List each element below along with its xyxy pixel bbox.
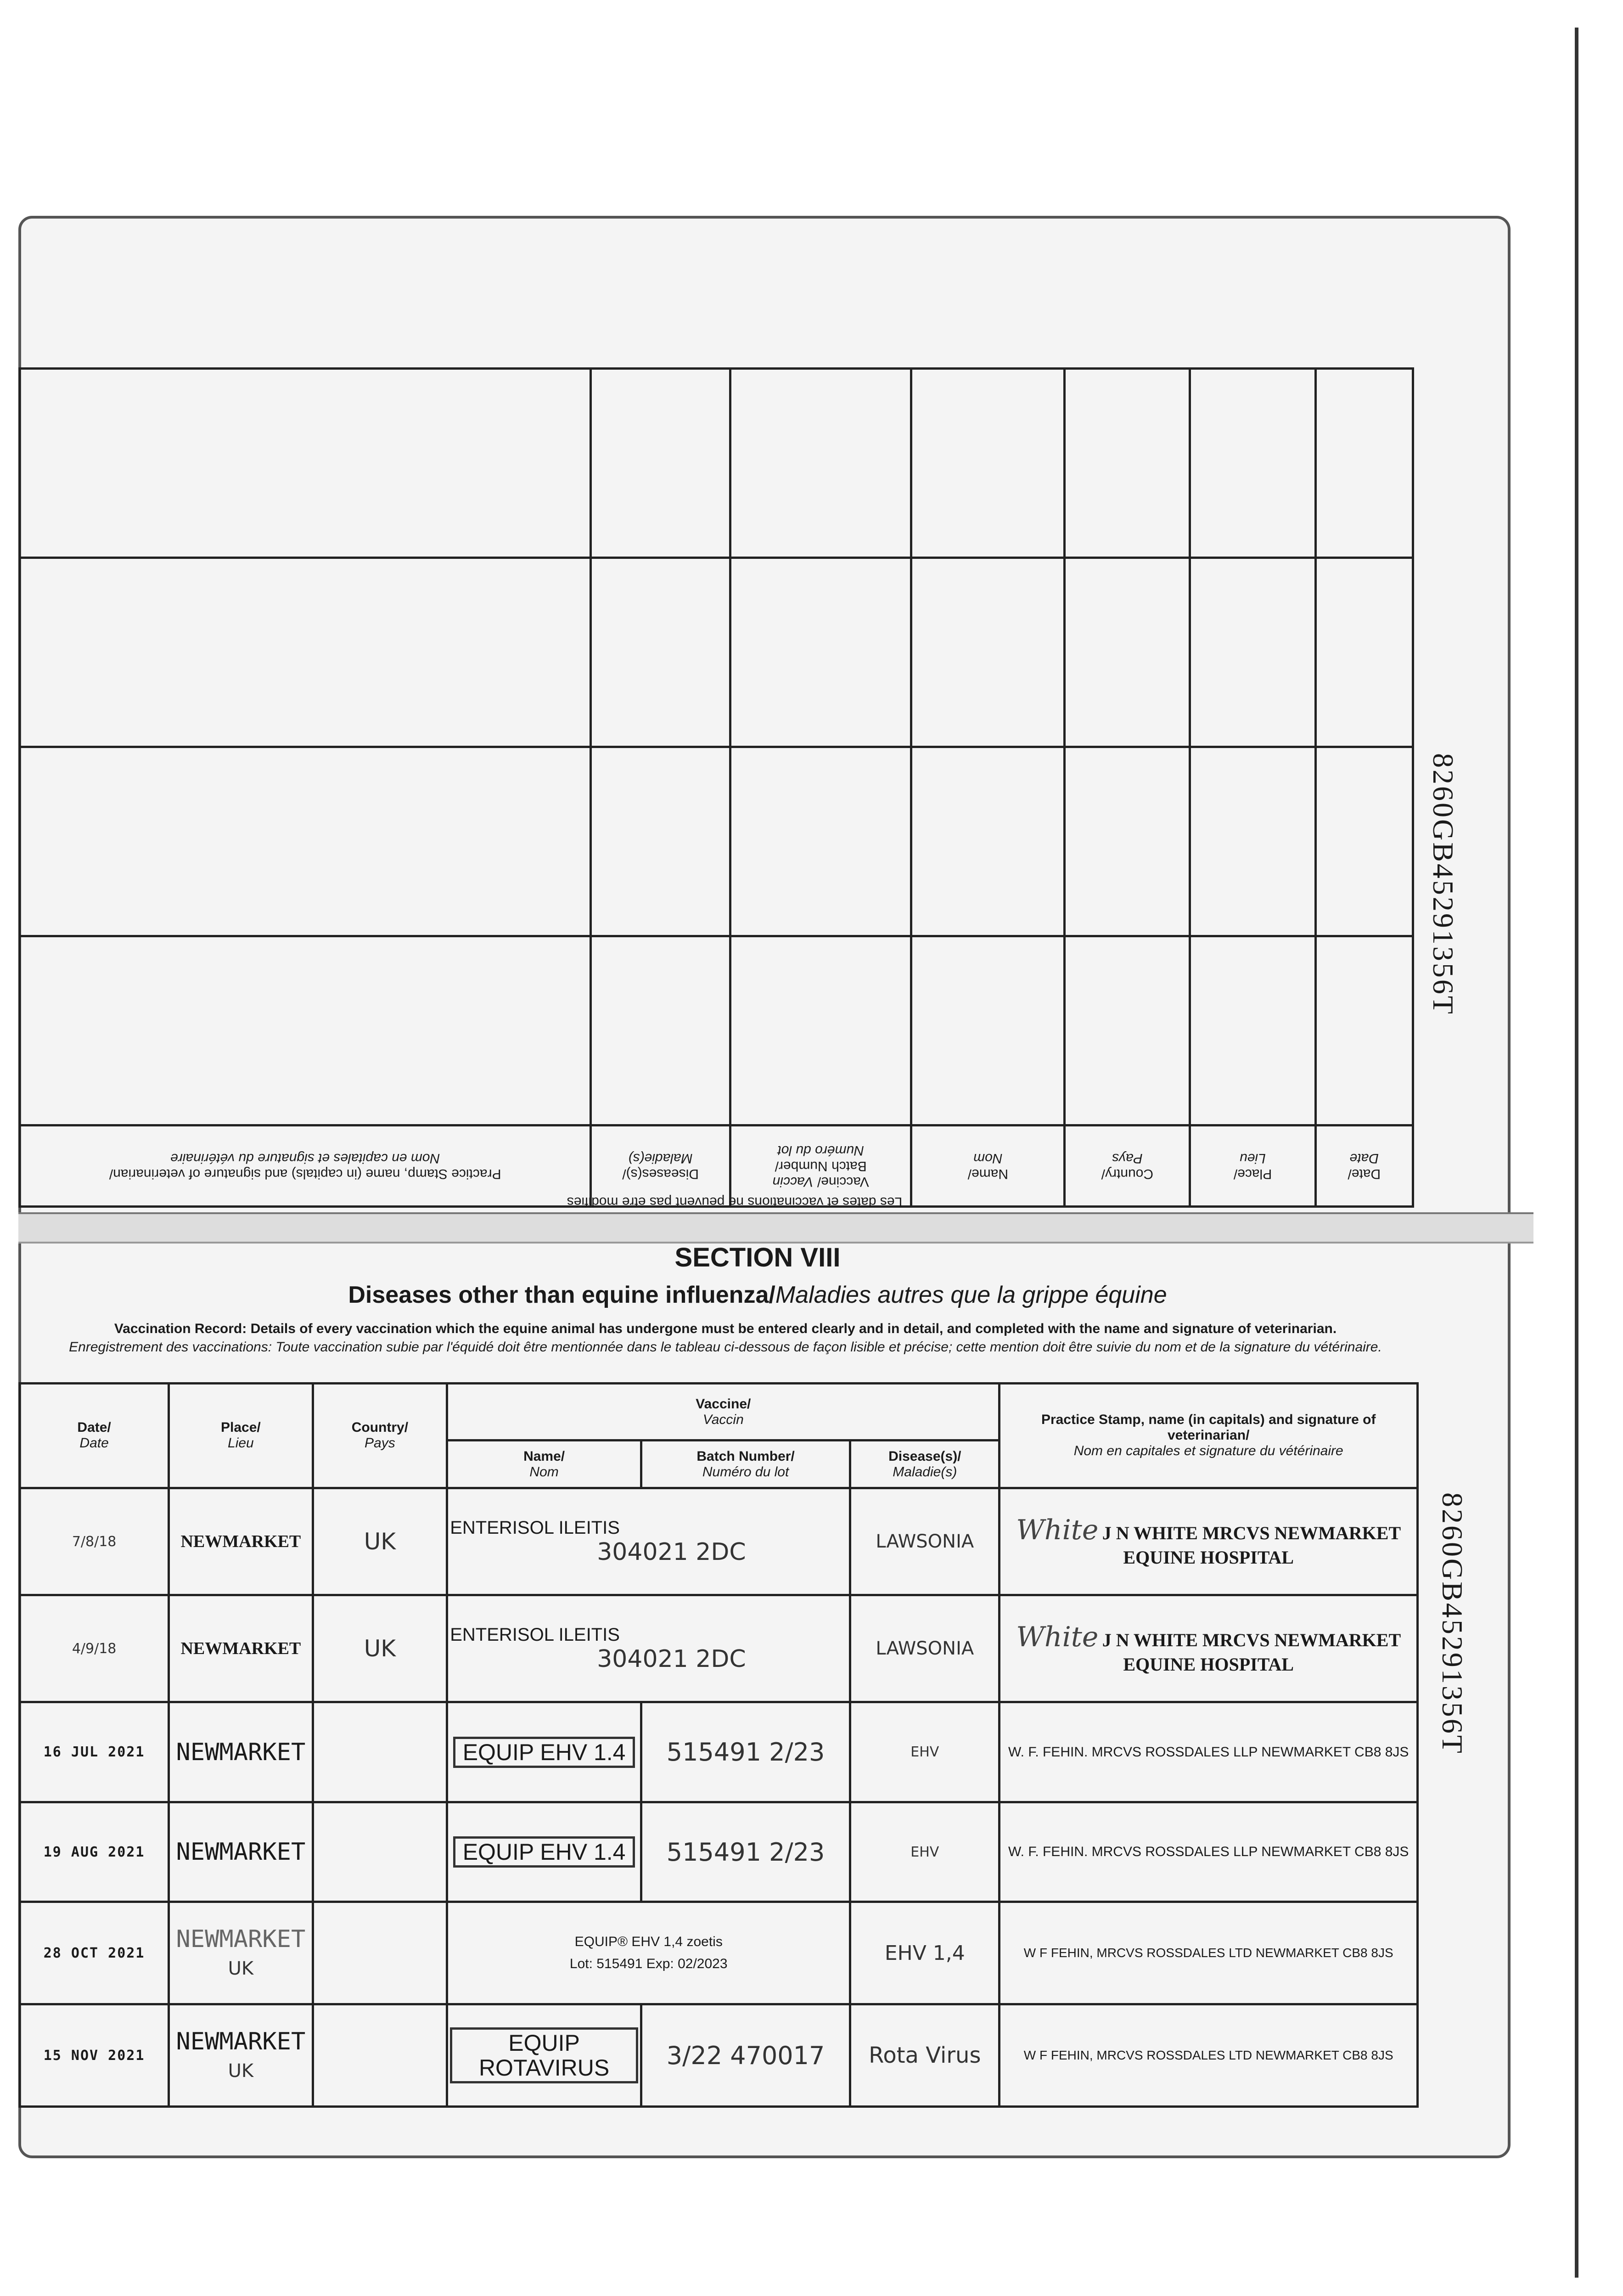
row-stamp: W F FEHIN, MRCVS ROSSDALES LTD NEWMARKET CB8 8JS [1000, 1902, 1418, 2004]
upper-header-batch: Batch Number/ [775, 1159, 867, 1174]
row-date: 15 NOV 2021 [20, 2004, 169, 2107]
row-date: 16 JUL 2021 [20, 1702, 169, 1802]
page-edge [1575, 28, 1578, 2278]
serial-number-top: 8260GB45291356T [1427, 753, 1460, 1016]
row-vaccine-name: EQUIP EHV 1.4 [447, 1802, 641, 1902]
section-title: SECTION VIII [674, 1243, 841, 1272]
upper-header-place-fr: Lieu [1240, 1151, 1266, 1166]
col-stamp: Practice Stamp, name (in capitals) and signature of veterinarian/ Nom en capitales et signature du vétérinaire [1000, 1384, 1418, 1488]
table-row [20, 1595, 1418, 1702]
section-note-label: Vaccination Record: [114, 1321, 247, 1336]
col-place: Place/ Lieu [169, 1384, 313, 1488]
upper-header-vaccine-fr: Vaccin [772, 1174, 814, 1189]
row-place: NEWMARKET [169, 1488, 313, 1595]
book-spine [18, 1212, 1533, 1244]
row-batch: 515491 2/23 [641, 1802, 850, 1902]
upper-header-country-fr: Pays [1112, 1151, 1143, 1166]
upper-header-name-fr: Nom [973, 1151, 1003, 1166]
col-disease: Disease(s)/ Maladie(s) [850, 1441, 1000, 1488]
row-place: NEWMARKET UK [169, 2004, 313, 2107]
section-subtitle [0, 1281, 1515, 1309]
vaccination-table [18, 1382, 1419, 2108]
row-country-empty [313, 1902, 447, 2004]
row-country: UK [313, 1595, 447, 1702]
upper-header-vaccine: Vaccine/ [817, 1174, 869, 1189]
upper-header-date: Date/ [1348, 1166, 1381, 1182]
upper-header-disease-fr: Maladie(s) [628, 1151, 693, 1166]
table-row [20, 1702, 1418, 1802]
serial-number-bottom: 8260GB45291356T [1436, 1492, 1469, 1755]
row-stamp: W. F. FEHIN. MRCVS ROSSDALES LLP NEWMARKET CB8 8JS [1000, 1802, 1418, 1902]
row-country [313, 1802, 447, 1902]
row-vaccine: ENTERISOL ILEITIS 304021 2DC [447, 1595, 850, 1702]
row-country-empty [313, 2004, 447, 2107]
upper-header-stamp: Practice Stamp, name (in capitals) and signature of veterinarian/ [109, 1166, 501, 1182]
row-place: NEWMARKET [169, 1802, 313, 1902]
row-country [313, 1702, 447, 1802]
col-country: Country/ Pays [313, 1384, 447, 1488]
row-disease: EHV 1,4 [850, 1902, 1000, 2004]
vet-stamp: J N WHITE MRCVS NEWMARKET EQUINE HOSPITAL [1102, 1523, 1401, 1568]
upper-header-place: Place/ [1233, 1166, 1272, 1182]
row-date: 4/9/18 [20, 1595, 169, 1702]
section-note-text: Details of every vaccination which the equine animal has undergone must be entered clearly and in detail, and completed with the name and signature of veterinarian. [247, 1321, 1337, 1336]
row-country: UK [313, 1488, 447, 1595]
row-disease: EHV [850, 1702, 1000, 1802]
upper-header-batch-fr: Numéro du lot [777, 1143, 864, 1158]
table-row [20, 1802, 1418, 1902]
vet-signature: White [1016, 1621, 1099, 1654]
section-note-fr [37, 1339, 1414, 1356]
row-stamp [1000, 1595, 1418, 1702]
upper-note: Les dates et vaccinations ne peuvent pas être modifiés [567, 1194, 903, 1210]
row-place: NEWMARKET [169, 1702, 313, 1802]
section-subtitle-en: Diseases other than equine influenza/ [348, 1282, 775, 1308]
col-batch: Batch Number/ Numéro du lot [641, 1441, 850, 1488]
upper-header-disease: Diseases(s)/ [622, 1166, 699, 1182]
row-disease: LAWSONIA [850, 1595, 1000, 1702]
upper-header-stamp-fr: Nom en capitales et signature du vétérinaire [170, 1151, 440, 1166]
col-name: Name/ Nom [447, 1441, 641, 1488]
upper-header-name: Name/ [967, 1166, 1009, 1182]
row-stamp: W F FEHIN, MRCVS ROSSDALES LTD NEWMARKET CB8 8JS [1000, 2004, 1418, 2107]
section-note-fr-text: Enregistrement des vaccinations: Toute vaccination subie par l'équidé doit être mentionnée dans le tableau ci-dessous de façon lisible et précise; cette mention doit être suivie du nom et de la signature du vétérinaire. [69, 1339, 1382, 1355]
row-date: 19 AUG 2021 [20, 1802, 169, 1902]
row-place: NEWMARKET [169, 1595, 313, 1702]
row-vaccine-name: EQUIP ROTAVIRUS [447, 2004, 641, 2107]
row-stamp: W. F. FEHIN. MRCVS ROSSDALES LLP NEWMARKET CB8 8JS [1000, 1702, 1418, 1802]
table-row [20, 1488, 1418, 1595]
row-vaccine: EQUIP® EHV 1,4 zoetis Lot: 515491 Exp: 02/2023 [447, 1902, 850, 2004]
row-disease: EHV [850, 1802, 1000, 1902]
row-vaccine-name: EQUIP EHV 1.4 [447, 1702, 641, 1802]
upper-header-date-fr: Date [1349, 1151, 1379, 1166]
row-vaccine: ENTERISOL ILEITIS 304021 2DC [447, 1488, 850, 1595]
row-stamp [1000, 1488, 1418, 1595]
vet-signature: White [1016, 1514, 1099, 1546]
row-batch: 515491 2/23 [641, 1702, 850, 1802]
row-place: NEWMARKET UK [169, 1902, 313, 2004]
row-date: 7/8/18 [20, 1488, 169, 1595]
row-batch: 3/22 470017 [641, 2004, 850, 2107]
upper-header-country: Country/ [1101, 1166, 1154, 1182]
vet-stamp: J N WHITE MRCVS NEWMARKET EQUINE HOSPITAL [1102, 1630, 1401, 1675]
table-row [20, 1902, 1418, 2004]
col-date: Date/ Date [20, 1384, 169, 1488]
col-vaccine: Vaccine/ Vaccin [447, 1384, 1000, 1441]
upper-vaccination-table [18, 367, 1414, 1208]
row-disease: Rota Virus [850, 2004, 1000, 2107]
table-row [20, 2004, 1418, 2107]
row-disease: LAWSONIA [850, 1488, 1000, 1595]
row-date: 28 OCT 2021 [20, 1902, 169, 2004]
section-note-en [37, 1320, 1414, 1338]
section-subtitle-fr: Maladies autres que la grippe équine [775, 1282, 1167, 1308]
